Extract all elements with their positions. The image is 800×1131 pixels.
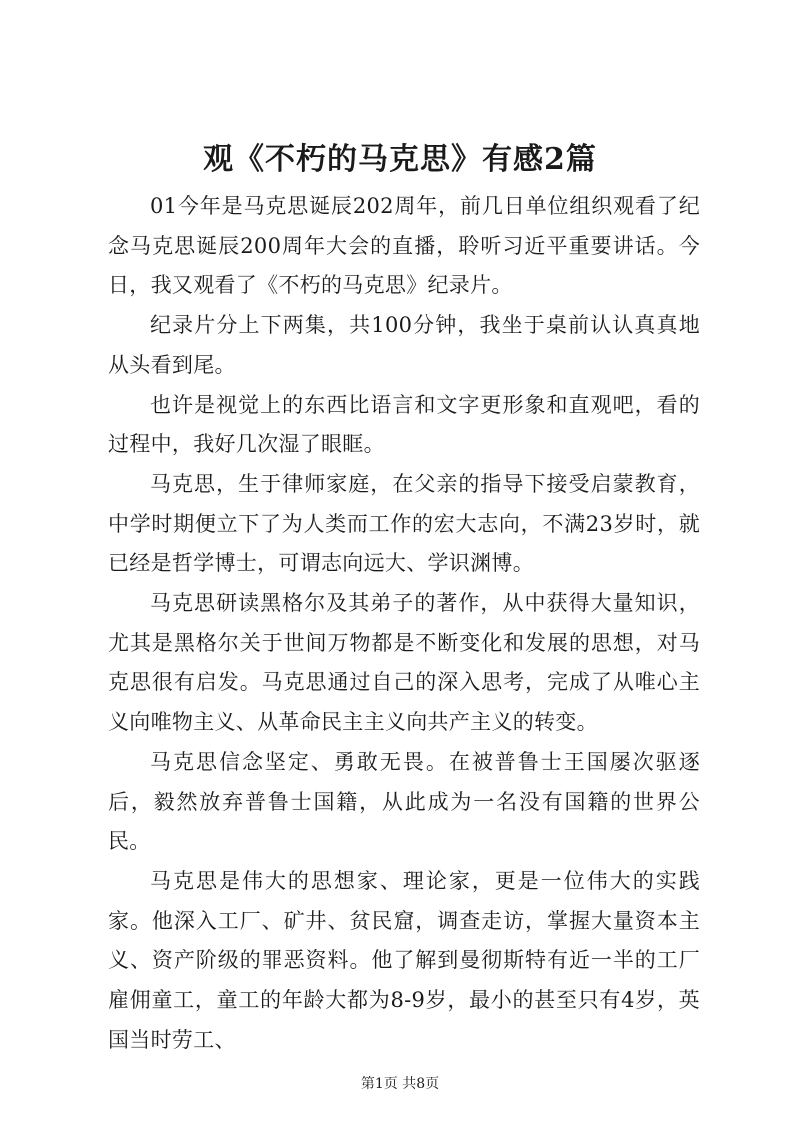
page-title: 观《不朽的马克思》有感2篇 <box>203 142 597 177</box>
document-body <box>108 187 700 1060</box>
paragraph: 马克思信念坚定、勇敢无畏。在被普鲁士王国屡次驱逐后，毅然放弃普鲁士国籍，从此成为一名没有国籍的世界公民。 <box>108 749 700 854</box>
page-footer: 第1页 共8页 <box>360 1076 440 1092</box>
paragraph: 马克思是伟大的思想家、理论家，更是一位伟大的实践家。他深入工厂、矿井、贫民窟，调查走访，掌握大量资本主义、资产阶级的罪恶资料。他了解到曼彻斯特有近一半的工厂雇佣童工，童工的年龄大都为8-9岁，最小的甚至只有4岁，英国当时劳工、 <box>108 868 700 1052</box>
paragraph: 马克思，生于律师家庭，在父亲的指导下接受启蒙教育，中学时期便立下了为人类而工作的宏大志向，不满23岁时，就已经是哲学博士，可谓志向远大、学识渊博。 <box>108 471 700 576</box>
paragraph: 纪录片分上下两集，共100分钟，我坐于桌前认认真真地从头看到尾。 <box>108 313 700 377</box>
paragraph: 马克思研读黑格尔及其弟子的著作，从中获得大量知识，尤其是黑格尔关于世间万物都是不断变化和发展的思想，对马克思很有启发。马克思通过自己的深入思考，完成了从唯心主义向唯物主义、从革命民主主义向共产主义的转变。 <box>108 591 700 735</box>
paragraph: 01今年是马克思诞辰202周年，前几日单位组织观看了纪念马克思诞辰200周年大会的直播，聆听习近平重要讲话。今日，我又观看了《不朽的马克思》纪录片。 <box>108 194 700 298</box>
paragraph: 也许是视觉上的东西比语言和文字更形象和直观吧，看的过程中，我好几次湿了眼眶。 <box>108 392 700 457</box>
